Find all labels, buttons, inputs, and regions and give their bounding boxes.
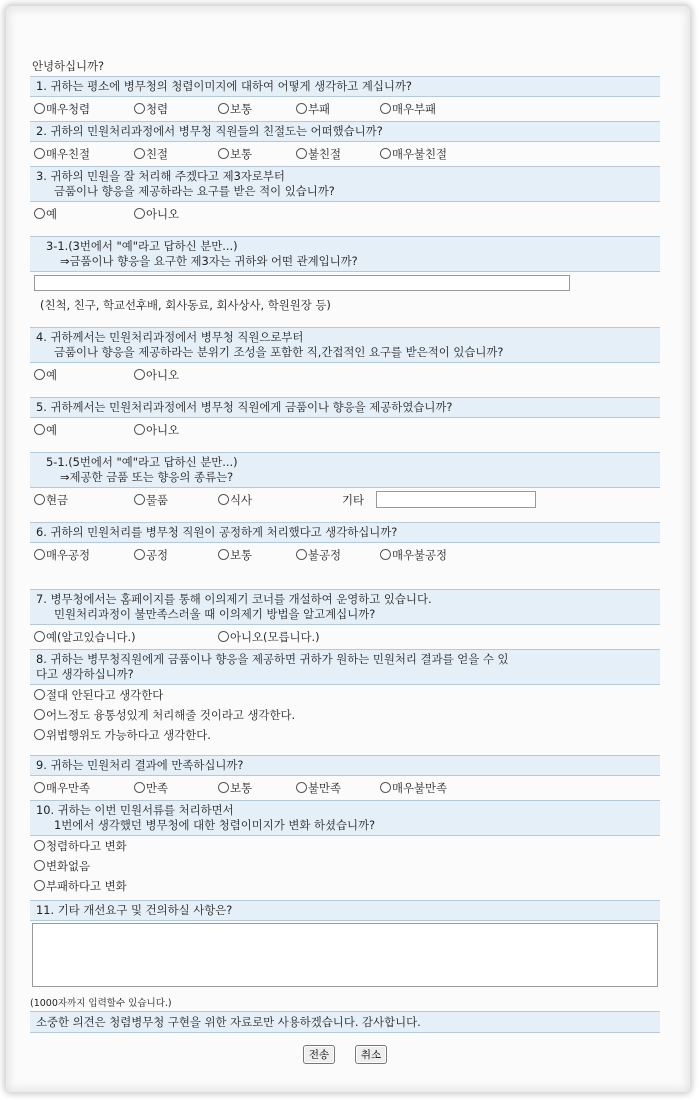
q5-option-yes[interactable]: 예: [34, 422, 57, 438]
radio-icon: [34, 369, 45, 380]
q1-option-normal[interactable]: 보통: [218, 101, 252, 117]
q3-option-no[interactable]: 아니오: [134, 206, 179, 222]
question-3-1: 3-1.(3번에서 "예"라고 답하신 분만...) ⇒금품이나 향응을 요구한 제3자는 귀하와 어떤 관계입니까?: [30, 236, 660, 272]
q2-option-very-kind[interactable]: 매우친절: [34, 146, 90, 162]
q2-option-unkind[interactable]: 불친절: [296, 146, 341, 162]
q10-option-cleaner[interactable]: 청렴하다고 변화: [30, 836, 660, 856]
q1-option-clean[interactable]: 청렴: [134, 101, 168, 117]
q4-options: [30, 363, 660, 387]
q11-suggestion-textarea[interactable]: [32, 923, 658, 987]
radio-icon: [34, 549, 45, 560]
spacer: [30, 442, 660, 452]
q6-option-very-unfair[interactable]: 매우불공정: [380, 547, 447, 563]
q9-option-dissatisfied[interactable]: 불만족: [296, 780, 341, 796]
q6-option-normal[interactable]: 보통: [218, 547, 252, 563]
radio-icon: [34, 208, 45, 219]
radio-icon: [34, 782, 45, 793]
q2-option-very-unkind[interactable]: 매우불친절: [380, 146, 447, 162]
q6-option-fair[interactable]: 공정: [134, 547, 168, 563]
q2-options: [30, 142, 660, 166]
q1-options: [30, 97, 660, 121]
spacer: [30, 317, 660, 327]
question-7: 7. 병무청에서는 홈페이지를 통해 이의제기 코너를 개설하여 운영하고 있습니다. 민원처리과정이 불만족스러울 때 이의제기 방법을 알고계십니까?: [30, 589, 660, 625]
q10-option-more-corrupt[interactable]: 부패하다고 변화: [30, 876, 660, 896]
radio-icon: [296, 549, 307, 560]
radio-icon: [218, 148, 229, 159]
radio-icon: [134, 782, 145, 793]
q4-option-yes[interactable]: 예: [34, 367, 57, 383]
radio-icon: [34, 689, 45, 700]
q2-option-normal[interactable]: 보통: [218, 146, 252, 162]
spacer: [30, 512, 660, 522]
radio-icon: [34, 880, 45, 891]
radio-icon: [380, 782, 391, 793]
q5-1-etc-label: 기타: [342, 493, 365, 507]
radio-icon: [218, 631, 229, 642]
q5-options: [30, 418, 660, 442]
q8-option-flexible[interactable]: 어느정도 융통성있게 처리해줄 것이라고 생각한다.: [30, 705, 660, 725]
q9-option-normal[interactable]: 보통: [218, 780, 252, 796]
button-row: [30, 1033, 660, 1064]
q5-option-no[interactable]: 아니오: [134, 422, 179, 438]
q6-option-very-fair[interactable]: 매우공정: [34, 547, 90, 563]
char-limit-note: (1000자까지 입력할수 있습니다.): [30, 998, 172, 1009]
radio-icon: [380, 103, 391, 114]
radio-icon: [380, 549, 391, 560]
radio-icon: [134, 369, 145, 380]
q3-option-yes[interactable]: 예: [34, 206, 57, 222]
q9-option-satisfied[interactable]: 만족: [134, 780, 168, 796]
question-2: 2. 귀하의 민원처리과정에서 병무청 직원들의 친절도는 어떠했습니까?: [30, 121, 660, 142]
q6-option-unfair[interactable]: 불공정: [296, 547, 341, 563]
survey-form: [30, 56, 660, 1064]
q5-1-option-meal[interactable]: 식사: [218, 492, 252, 508]
radio-icon: [134, 103, 145, 114]
radio-icon: [34, 840, 45, 851]
q5-1-option-goods[interactable]: 물품: [134, 492, 168, 508]
q6-options: [30, 543, 660, 567]
radio-icon: [218, 782, 229, 793]
radio-icon: [34, 494, 45, 505]
submit-button[interactable]: 전송: [303, 1045, 335, 1064]
q1-option-very-corrupt[interactable]: 매우부패: [380, 101, 436, 117]
q10-option-no-change[interactable]: 변화없음: [30, 856, 660, 876]
q4-option-no[interactable]: 아니오: [134, 367, 179, 383]
radio-icon: [34, 631, 45, 642]
spacer: [30, 387, 660, 397]
radio-icon: [218, 549, 229, 560]
radio-icon: [134, 549, 145, 560]
q7-option-no[interactable]: 아니오(모릅니다.): [218, 629, 320, 645]
radio-icon: [34, 148, 45, 159]
spacer: [30, 567, 660, 589]
radio-icon: [380, 148, 391, 159]
q3-1-hint: (친척, 친구, 학교선후배, 회사동료, 회사상사, 학원원장 등): [40, 298, 331, 312]
radio-icon: [218, 494, 229, 505]
question-9: 9. 귀하는 민원처리 결과에 만족하십니까?: [30, 755, 660, 776]
question-8: 8. 귀하는 병무청직원에게 금품이나 향응을 제공하면 귀하가 원하는 민원처리 결과를 얻을 수 있 다고 생각하십니까?: [30, 649, 660, 685]
radio-icon: [34, 103, 45, 114]
question-6: 6. 귀하의 민원처리를 병무청 직원이 공정하게 처리했다고 생각하십니까?: [30, 522, 660, 543]
q1-option-very-clean[interactable]: 매우청렴: [34, 101, 90, 117]
question-11: 11. 기타 개선요구 및 건의하실 사항은?: [30, 900, 660, 921]
radio-icon: [296, 103, 307, 114]
q5-1-option-cash[interactable]: 현금: [34, 492, 68, 508]
radio-icon: [296, 148, 307, 159]
question-5-1: 5-1.(5번에서 "예"라고 답하신 분만...) ⇒제공한 금품 또는 향응의 종류는?: [30, 452, 660, 488]
question-4: 4. 귀하께서는 민원처리과정에서 병무청 직원으로부터 금품이나 향응을 제공하라는 분위기 조성을 포함한 직,간접적인 요구를 받은적이 있습니까?: [30, 327, 660, 363]
radio-icon: [296, 782, 307, 793]
q5-1-options: [30, 488, 660, 512]
q8-option-illegal-possible[interactable]: 위법행위도 가능하다고 생각한다.: [30, 725, 660, 745]
spacer: [30, 745, 660, 755]
radio-icon: [134, 494, 145, 505]
q1-option-corrupt[interactable]: 부패: [296, 101, 330, 117]
q9-option-very-dissatisfied[interactable]: 매우불만족: [380, 780, 447, 796]
question-5: 5. 귀하께서는 민원처리과정에서 병무청 직원에게 금품이나 향응을 제공하였습니까?: [30, 397, 660, 418]
radio-icon: [218, 103, 229, 114]
radio-icon: [34, 424, 45, 435]
question-1: 1. 귀하는 평소에 병무청의 청렴이미지에 대하여 어떻게 생각하고 계십니까?: [30, 76, 660, 97]
question-10: 10. 귀하는 이번 민원서류를 처리하면서 1번에서 생각했던 병무청에 대한 청렴이미지가 변화 하셨습니까?: [30, 800, 660, 836]
radio-icon: [34, 729, 45, 740]
q2-option-kind[interactable]: 친절: [134, 146, 168, 162]
q5-1-etc-input[interactable]: [376, 491, 536, 508]
radio-icon: [134, 424, 145, 435]
radio-icon: [134, 208, 145, 219]
q3-1-relationship-input[interactable]: [34, 275, 570, 291]
radio-icon: [34, 709, 45, 720]
q7-option-yes[interactable]: 예(알고있습니다.): [34, 629, 136, 645]
greeting: 안녕하십니까?: [32, 59, 105, 73]
cancel-button[interactable]: 취소: [355, 1045, 387, 1064]
thanks-message: 소중한 의견은 청렴병무청 구현을 위한 자료로만 사용하겠습니다. 감사합니다.: [30, 1011, 660, 1033]
q9-option-very-satisfied[interactable]: 매우만족: [34, 780, 90, 796]
spacer: [30, 226, 660, 236]
question-3: 3. 귀하의 민원을 잘 처리해 주겠다고 제3자로부터 금품이나 향응을 제공하라는 요구를 받은 적이 있습니까?: [30, 166, 660, 202]
q8-option-never[interactable]: 절대 안된다고 생각한다: [30, 685, 660, 705]
q9-options: [30, 776, 660, 800]
q3-options: [30, 202, 660, 226]
q7-options: [30, 625, 660, 649]
radio-icon: [34, 860, 45, 871]
radio-icon: [134, 148, 145, 159]
